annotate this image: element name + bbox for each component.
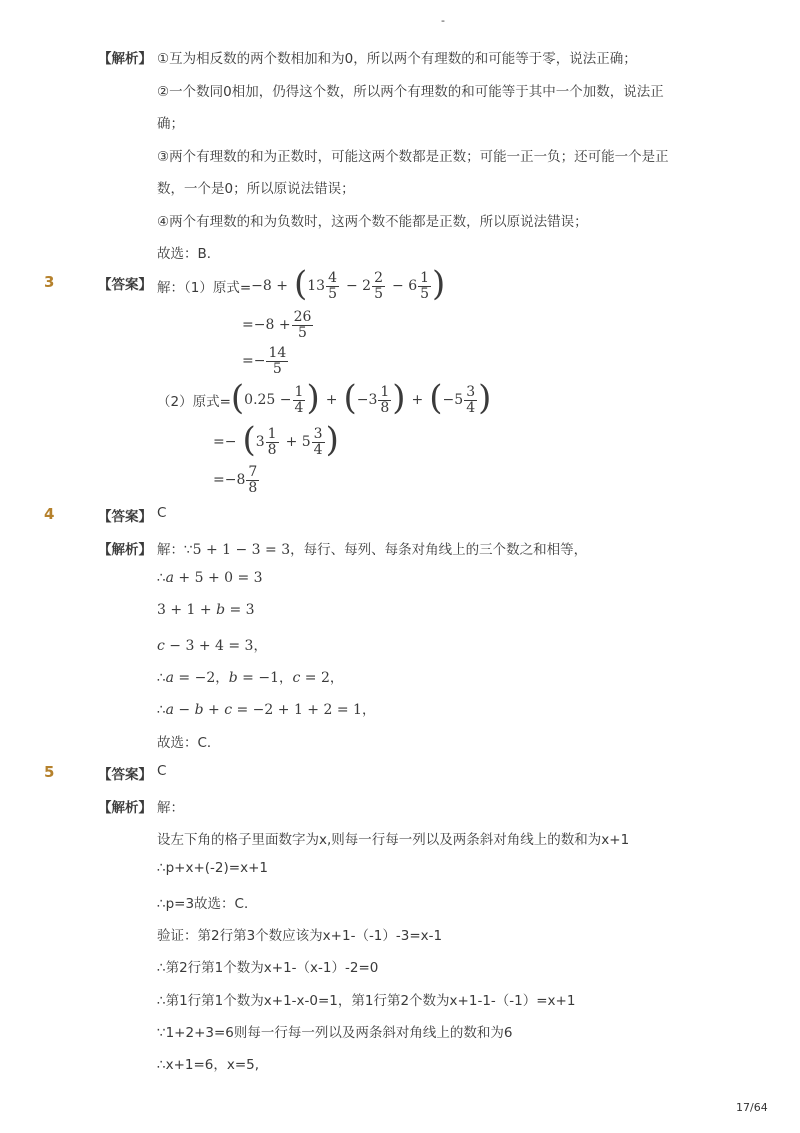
fraction: $\frac{1}{8}$ (380, 383, 390, 416)
q3-math-term: + (411, 392, 424, 408)
question-number-5: 5 (44, 763, 55, 781)
q3-math-term: 3 (255, 434, 265, 450)
q3-part2-step1 (157, 378, 491, 422)
q3-math-term: − 6 (392, 278, 418, 294)
q2-line-3: 确； (157, 116, 184, 132)
q3-math-term: =−8 + (242, 317, 291, 333)
q5-line-8: ∵1+2+3=6则每一行每一列以及两条斜对角线上的数和为6 (157, 1025, 513, 1041)
top-mark: - (441, 14, 445, 27)
q3-math-term: =− (242, 353, 266, 369)
analysis-tag: 【解析】 (98, 51, 152, 67)
fraction: $\frac{14}{5}$ (268, 344, 287, 377)
page-number: 17/64 (736, 1101, 768, 1114)
q4-line-6: ∴a − b + c = −2 + 1 + 2 = 1， (157, 702, 376, 718)
q4-line-1: 解：∵5 + 1 − 3 = 3，每行、每列、每条对角线上的三个数之和相等， (157, 542, 588, 558)
fraction: $\frac{26}{5}$ (293, 308, 312, 341)
q3-part1-step2 (242, 306, 314, 344)
answer-tag: 【答案】 (98, 767, 152, 783)
fraction: $\frac{2}{5}$ (374, 269, 384, 302)
q4-line-4: c − 3 + 4 = 3， (157, 638, 267, 654)
fraction: $\frac{3}{4}$ (313, 425, 323, 458)
fraction: $\frac{1}{4}$ (294, 383, 304, 416)
q2-line-1: ①互为相反数的两个数相加和为0，所以两个有理数的和可能等于零，说法正确； (157, 51, 637, 67)
q4-line-5: ∴a = −2，b = −1，c = 2， (157, 670, 344, 686)
q5-line-9: ∴x+1=6，x=5, (157, 1057, 260, 1073)
q5-answer: C (157, 763, 167, 779)
q5-line-1: 解： (157, 800, 184, 816)
q4-line-7: 故选：C． (157, 735, 221, 751)
q3-math-term: 0.25 − (244, 392, 292, 408)
right-paren: ) (306, 378, 320, 418)
fraction: $\frac{1}{5}$ (420, 269, 430, 302)
q3-math-term: −3 (356, 392, 378, 408)
q4-line-2: ∴a + 5 + 0 = 3 (157, 570, 263, 586)
q3-math-term: + 5 (285, 434, 311, 450)
analysis-tag: 【解析】 (98, 800, 152, 816)
q5-line-3: ∴p+x+(-2)=x+1 (157, 860, 268, 876)
fraction: $\frac{3}{4}$ (466, 383, 476, 416)
q4-line-3: 3 + 1 + b = 3 (157, 602, 255, 618)
q3-part1-step3 (242, 342, 289, 380)
answer-tag: 【答案】 (98, 277, 152, 293)
fraction: $\frac{4}{5}$ (328, 269, 337, 302)
analysis-tag: 【解析】 (98, 542, 152, 558)
right-paren: ) (325, 420, 339, 460)
q2-line-6: ④两个有理数的和为负数时，这两个数不能都是正数，所以原说法错误； (157, 214, 588, 230)
q3-part1-step1 (157, 264, 445, 308)
fraction: $\frac{7}{8}$ (248, 463, 258, 496)
q3-part1-label: 解：（1）原式= (157, 280, 252, 296)
q3-math-term: + (325, 392, 338, 408)
q5-line-5: 验证：第2行第3个数应该为x+1-（-1）-3=x-1 (157, 928, 443, 944)
q3-part2-step2 (213, 420, 339, 464)
q2-line-2: ②一个数同0相加，仍得这个数，所以两个有理数的和可能等于其中一个加数，说法正 (157, 84, 664, 100)
left-paren: ( (230, 378, 245, 418)
q2-line-5: 数，一个是0；所以原说法错误； (157, 181, 355, 197)
fraction: $\frac{1}{8}$ (267, 425, 277, 458)
q4-answer: C (157, 505, 167, 521)
q3-math-term: =−8 (213, 472, 246, 488)
question-number-3: 3 (44, 273, 55, 291)
q2-line-7: 故选：B． (157, 246, 221, 262)
q5-line-2: 设左下角的格子里面数字为x,则每一行每一列以及两条斜对角线上的数和为x+1 (157, 832, 630, 848)
right-paren: ) (478, 378, 492, 418)
left-paren: ( (293, 264, 308, 304)
right-paren: ) (392, 378, 406, 418)
q2-line-4: ③两个有理数的和为正数时，可能这两个数都是正数；可能一正一负；还可能一个是正 (157, 149, 669, 165)
q3-math-term: 13 (307, 278, 326, 294)
question-number-4: 4 (44, 505, 55, 523)
q3-math-term: − 2 (346, 278, 372, 294)
q3-part2-step3 (213, 460, 260, 500)
right-paren: ) (432, 264, 446, 304)
left-paren: ( (242, 420, 256, 460)
q3-part2-label: （2）原式= (157, 394, 231, 410)
q3-math-term: =− (213, 434, 237, 450)
left-paren: ( (429, 378, 443, 418)
q5-line-4: ∴p=3故选：C． (157, 896, 258, 912)
q3-math-term: −8 + (251, 278, 288, 294)
q5-line-6: ∴第2行第1个数为x+1-（x-1）-2=0 (157, 960, 379, 976)
answer-tag: 【答案】 (98, 509, 152, 525)
q5-line-7: ∴第1行第1个数为x+1-x-0=1，第1行第2个数为x+1-1-（-1）=x+1 (157, 993, 576, 1009)
q3-math-term: −5 (442, 392, 464, 408)
left-paren: ( (343, 378, 357, 418)
